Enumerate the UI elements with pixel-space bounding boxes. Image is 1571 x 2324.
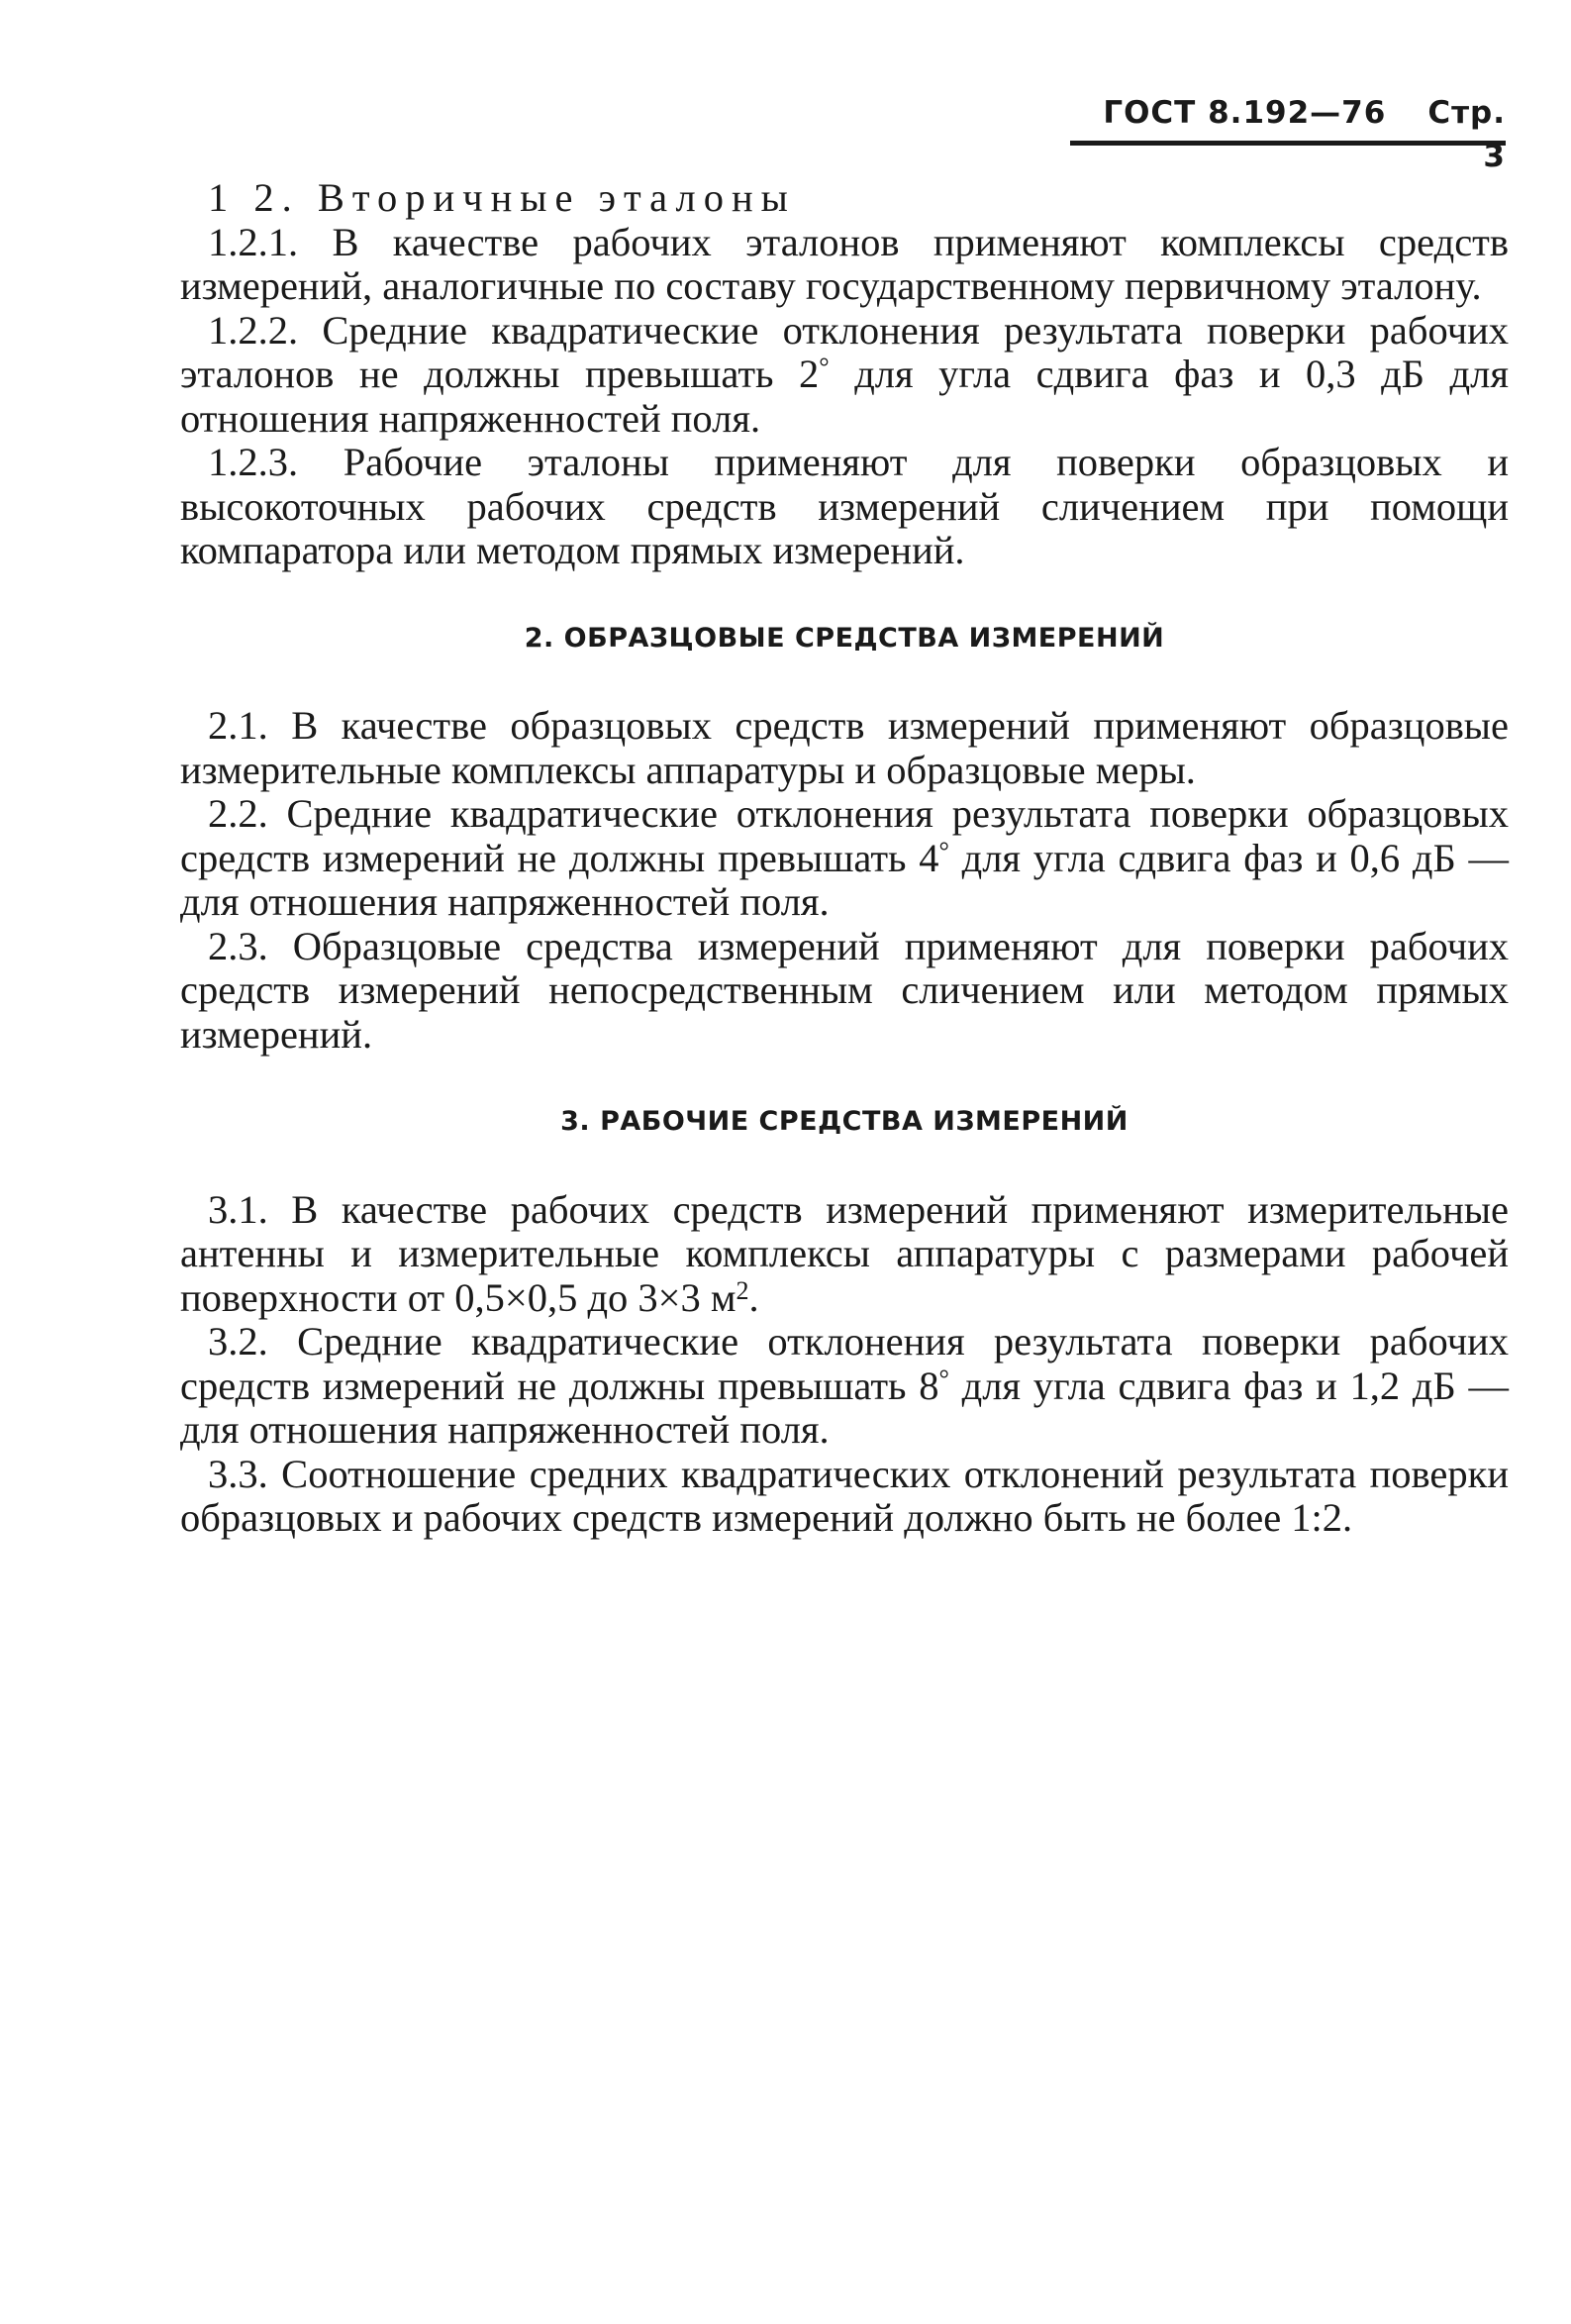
superscript-2: 2 bbox=[736, 1275, 749, 1305]
document-body bbox=[180, 176, 1509, 1541]
paragraph-1-2-1: 1.2.1. В качестве рабочих эталонов применяют комплексы средств измерений, аналогичные по составу государственному первичному эталону. bbox=[180, 219, 1509, 308]
paragraph-1-2-2: 1.2.2. Средние квадратические отклонения результата поверки рабочих эталонов не должны превышать 2° для угла сдвига фаз и 0,3 дБ для отношения напряженностей поля. bbox=[180, 307, 1509, 441]
subsection-heading-secondary-standards: 1 2. Вторичные эталоны bbox=[208, 175, 796, 220]
paragraph-3-1: 3.1. В качестве рабочих средств измерений применяют измерительные антенны и измерительные комплексы аппаратуры с размерами рабочей поверхности от 0,5×0,5 до 3×3 $м^2$. bbox=[180, 1186, 1509, 1320]
section-heading-2: 2. ОБРАЗЦОВЫЕ СРЕДСТВА ИЗМЕРЕНИЙ bbox=[524, 622, 1165, 654]
page-header bbox=[1070, 91, 1506, 174]
section-heading-3: 3. РАБОЧИЕ СРЕДСТВА ИЗМЕРЕНИЙ bbox=[560, 1106, 1129, 1137]
paragraph-3-3: 3.3. Соотношение средних квадратических отклонений результата поверки образцовых и рабочих средств измерений должно быть не более 1:2. bbox=[180, 1451, 1509, 1540]
paragraph-3-2: 3.2. Средние квадратические отклонения результата поверки рабочих средств измерений не должны превышать 8° для угла сдвига фаз и 1,2 дБ — для отношения напряженностей поля. bbox=[180, 1319, 1509, 1452]
degree-sign: ° bbox=[819, 353, 830, 381]
degree-sign: ° bbox=[938, 1364, 949, 1393]
paragraph-2-3: 2.3. Образцовые средства измерений применяют для поверки рабочих средств измерений непосредственным сличением или методом прямых измерений. bbox=[180, 923, 1509, 1057]
paragraph-2-1: 2.1. В качестве образцовых средств измерений применяют образцовые измерительные комплексы аппаратуры и образцовые меры. bbox=[180, 703, 1509, 792]
page-number: Стр. 3 bbox=[1427, 95, 1506, 174]
paragraph-2-2: 2.2. Средние квадратические отклонения результата поверки образцовых средств измерений не должны превышать 4° для угла сдвига фаз и 0,6 дБ — для отношения напряженностей поля. bbox=[180, 791, 1509, 924]
paragraph-1-2-3: 1.2.3. Рабочие эталоны применяют для поверки образцовых и высокоточных рабочих средств измерений сличением при помощи компаратора или методом прямых измерений. bbox=[180, 440, 1509, 572]
degree-sign: ° bbox=[938, 836, 949, 865]
document-id: ГОСТ 8.192—76 bbox=[1103, 95, 1387, 131]
